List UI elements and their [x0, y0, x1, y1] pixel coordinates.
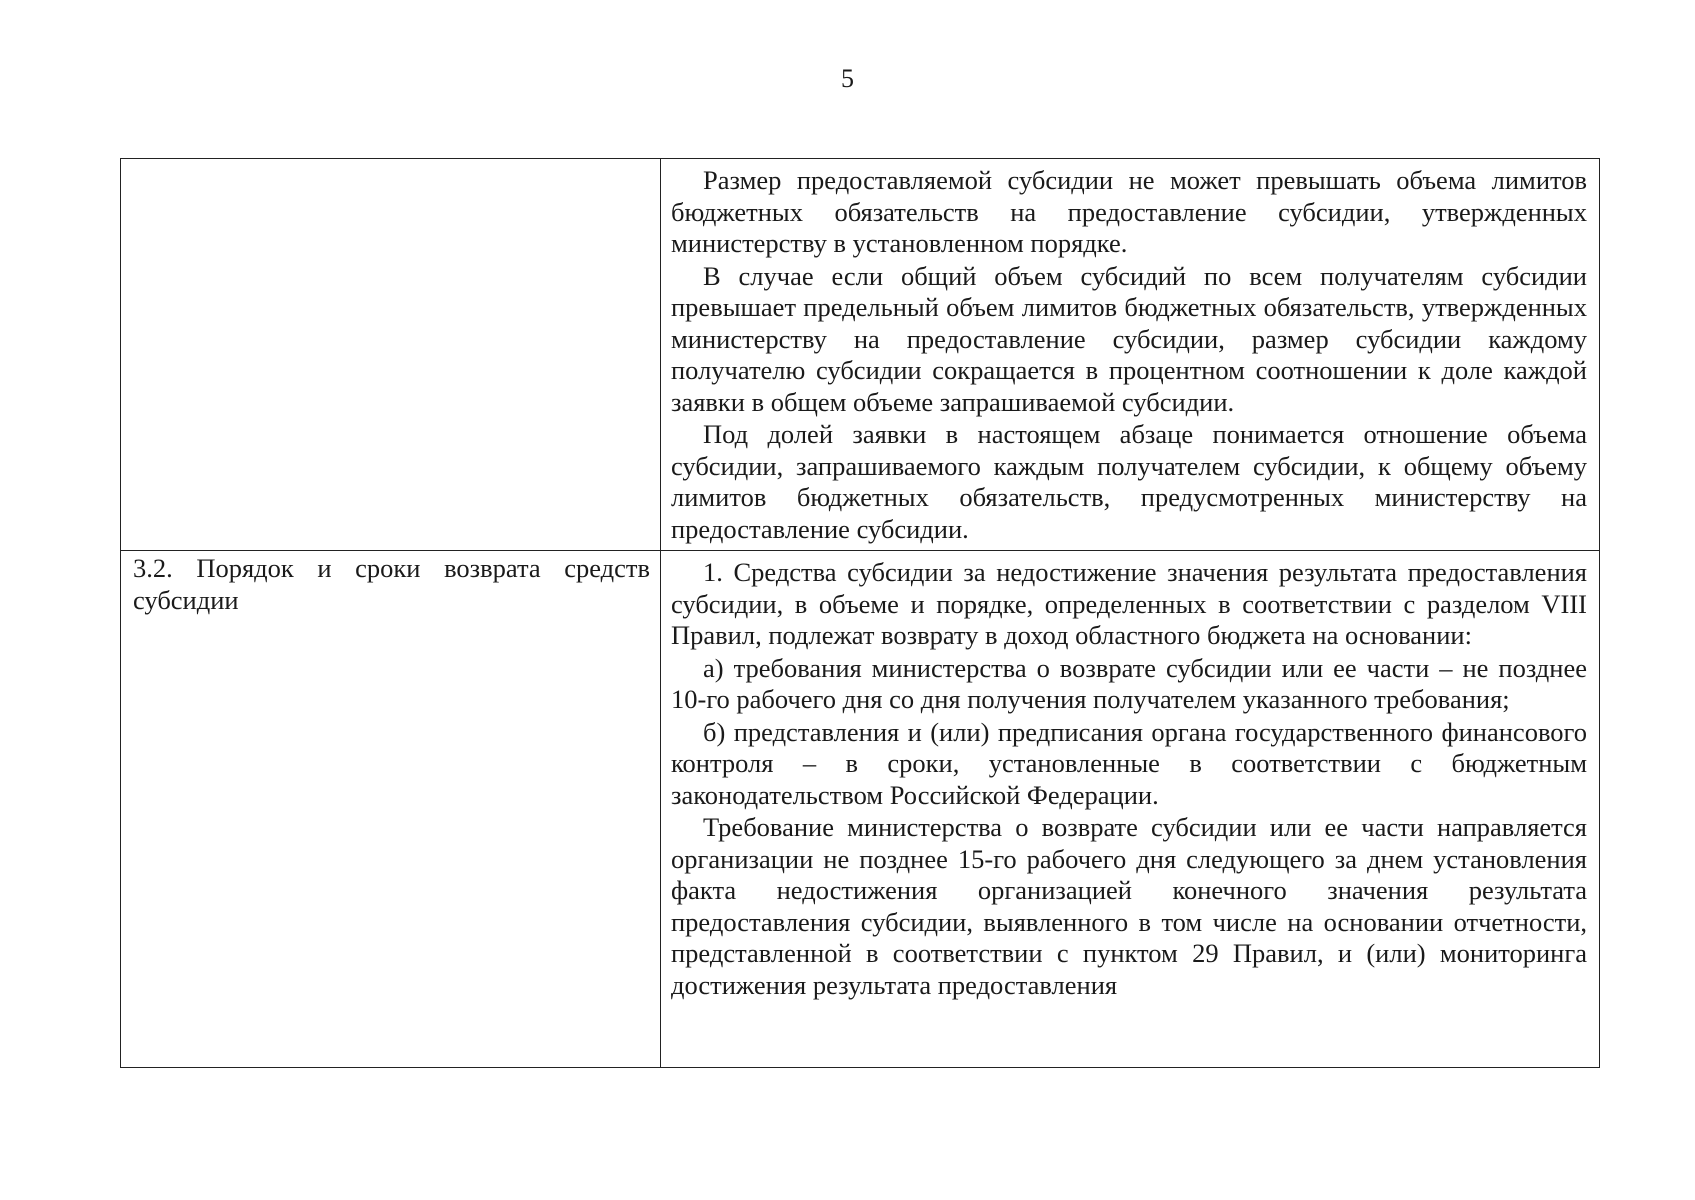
paragraph: Требование министерства о возврате субсидии или ее части направляется организации не позднее 15-го рабочего дня следующего за днем установления факта недостижения организацией конечного значения результата предоставления субсидии, выявленного в том числе на основании отчетности, представленной в соответствии с пунктом 29 Правил, и (или) мониторинга достижения результата предоставления [671, 812, 1587, 1000]
paragraph: 1. Средства субсидии за недостижение значения результата предоставления субсидии, в объеме и порядке, определенных в соответствии с разделом VIII Правил, подлежат возврату в доход областного бюджета на основании: [671, 557, 1587, 650]
row-label: 3.2. Порядок и сроки возврата средств субсидии [133, 553, 650, 615]
paragraph: В случае если общий объем субсидий по всем получателям субсидии превышает предельный объем лимитов бюджетных обязательств, утвержденных министерству на предоставление субсидии, размер субсидии каждому получателю субсидии сокращается в процентном соотношении к доле каждой заявки в общем объеме запрашиваемой субсидии. [671, 260, 1587, 417]
paragraph: Размер предоставляемой субсидии не может превышать объема лимитов бюджетных обязательств на предоставление субсидии, утвержденных министерству в установленном порядке. [671, 165, 1587, 258]
paragraph: б) представления и (или) предписания органа государственного финансового контроля – в сроки, установленные в соответствии с бюджетным законодательством Российской Федерации. [671, 716, 1587, 810]
paragraph: Под долей заявки в настоящем абзаце понимается отношение объема субсидии, запрашиваемого каждым получателем субсидии, к общему объему лимитов бюджетных обязательств, предусмотренных министерству на предоставление субсидии. [671, 419, 1587, 544]
cell-content-clip [671, 557, 1587, 1057]
paragraph: а) требования министерства о возврате субсидии или ее части – не позднее 10-го рабочего дня со дня получения получателем указанного требования; [671, 652, 1587, 714]
table-row [121, 551, 1600, 1068]
document-table [120, 158, 1600, 1068]
table-cell-label [121, 159, 661, 551]
table-row [121, 159, 1600, 551]
page-number: 5 [841, 64, 854, 93]
table-cell-content [661, 551, 1600, 1068]
table-cell-content [661, 159, 1600, 551]
table-cell-label [121, 551, 661, 1068]
